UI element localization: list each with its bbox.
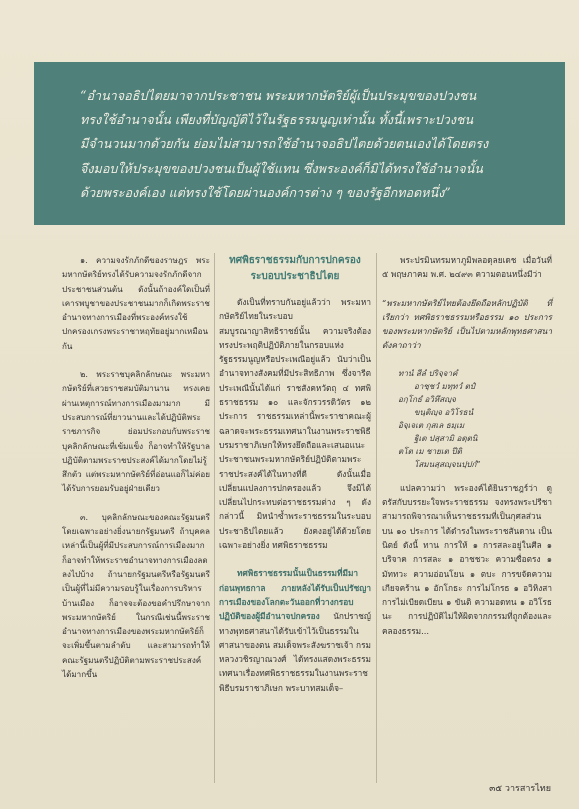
quote-line-4: จึงมอบให้ประมุขของปวงชนเป็นผู้ใช้แทน ซึ่งพระองค์ก็มิได้ทรงใช้อำนาจนั้น — [80, 160, 483, 176]
poem-intro: “พระมหากษัตริย์ไทยต้องยึดถือหลักปฏิบัติ ที่เรียกว่า ทศพิธราชธรรมหรือธรรม ๑๐ ประการ ของพระมหากษัตริย์ เป็นไปตามหลักพุทธศาสนา ดังคาถาว่า — [382, 297, 552, 351]
right-para-2: แปลความว่า พระองค์ได้ยินราชฎร์ว่า ดูตรัสกับบรรยะใจพระราชธรรม จงทรงพระปรีชาสามารถพิจารณาเห็นราชธรรมที่เป็นกุศลส่วนบน ๑๐ ประการ ได้ดำรงในพระราชสันดาน เป็นนิตย์ ดังนี้ ทาน การให้ ๑ การสละอยู่ในศีล ๑ บริจาค การสละ ๑ อาชชวะ ความซื่อตรง ๑ มัททวะ ความอ่อนโยน ๑ ตบะ การขจัดความเกียจคร้าน ๑ อักโกธะ การไม่โกรธ ๑ อวิหิงสา การไม่เบียดเบียน ๑ ขันติ ความอดทน ๑ อวิโรธนะ การปฏิบัติไม่ให้ผิดจากกรรมที่ถูกต้องและคลองธรรม... — [382, 482, 552, 636]
verse-line-1: ทานํ สีลํ ปริจฺจาคํ — [398, 367, 458, 378]
mid-para-2 — [219, 566, 371, 695]
verse-line-3: อกฺโกธํ อวิหึสญฺจ — [398, 393, 456, 404]
column-divider-1 — [214, 253, 215, 783]
verse-line-4: ขนฺติญฺจ อวิโรธนํ — [414, 406, 474, 417]
verse-line-2: อาชฺชวํ มทฺทวํ ตปํ — [414, 380, 476, 391]
verse-line-7: ตโต เม ชายเต ปีติ — [398, 445, 462, 456]
left-para-1: ๑. ความจงรักภักดีของราษฎร พระมหากษัตริย์ทรงได้รับความจงรักภักดีจากประชาชนส่วนต้น ดังนั้นถ้าองค์ใดเป็นที่เคารพบูชาของประชาชนมากก็เกิดพระราชอำนาจทางการเมืองที่พระองค์ทรงใช้ปกครองเกรงพระราชาหฤทัยอยู่มากเหมือนกัน — [62, 255, 210, 351]
quote-line-5: ด้วยพระองค์เอง แต่ทรงใช้โดยผ่านองค์การต่าง ๆ ของรัฐอีกทอดหนึ่ง” — [80, 184, 451, 200]
left-para-2: ๒. พระราชบุคลิกลักษณะ พระมหากษัตริย์ที่เสวยราชสมบัติมานาน ทรงเคยผ่านเหตุการณ์ทางการเมืองมามาก มีประสบการณ์ที่ยาวนานและได้ปฏิบัติพระราชภารกิจ ย่อมประกอบกับพระราชบุคลิกลักษณะที่เข้มแข็ง ก็อาจทำให้รัฐบาลปฏิบัติตามพระราชประสงค์ได้มากโดยไม่รู้สึกตัว แต่พระมหากษัตริย์ที่อ่อนแอก็ไม่ค่อยได้รับการยอมรับอยู่ฝ่ายเดียว — [62, 369, 210, 494]
left-column — [62, 253, 210, 695]
mid-para-1: ดังเป็นที่ทราบกันอยู่แล้วว่า พระมหากษัตริย์ไทยในระบอบสมบูรณาญาสิทธิราชย์นั้น ความจริงต้องทรงประพฤติปฏิบัติภายในกรอบแห่งรัฐธรรมนูญหรือประเพณีอยู่แล้ว นับว่าเป็นอำนาจทางสังคมที่มีประสิทธิภาพ ซึ่งจารีตประเพณีนั้นได้แก่ ราชสังคหวัตถุ ๔ ทศพิธราชธรรม ๑๐ และจักรวรรดิวัตร ๑๒ ประการ ราชธรรมเหล่านี้พระราชาคณะผู้ฉลาดจะพระธรรมเทศนาในงานพระราชพิธีบรมราชาภิเษกให้ทรงยึดถือและเสนอแนะประชาชนพระมหากษัตริย์ปฏิบัติตามพระราชประสงค์ได้ในทางที่ดี ดังนั้นเมื่อเปลี่ยนแปลงการปกครองแล้ว จึงมิได้เปลี่ยนไปกระทบต่อราชธรรมต่าง ๆ ดังกล่าวนี้ มิหนำซ้ำพระราชธรรมในระบอบประชาธิปไตยแล้ว ยังคงอยู่ได้ด้วยโดยเฉพาะอย่างยิ่ง ทศพิธราชธรรม — [219, 297, 371, 551]
right-column — [382, 253, 552, 652]
right-para-1: พระปรมินทรมหาภูมิพลอดุลยเดช เมื่อวันที่ ๕ พฤษภาคม พ.ศ. ๒๔๙๓ ความตอนหนึ่งมีว่า — [382, 255, 552, 280]
left-para-3: ๓. บุคลิกลักษณะของคณะรัฐมนตรีโดยเฉพาะอย่างยิ่งนายกรัฐมนตรี ถ้าบุคคลเหล่านี้เป็นผู้ที่มีประสบการณ์การเมืองมาก ก็อาจทำให้พระราชอำนาจทางการเมืองลดลงไปบ้าง ถ้านายกรัฐมนตรีหรือรัฐมนตรีเป็นผู้ที่ไม่มีความรอบรู้ในเรื่องการบริหารบ้านเมือง ก็อาจจะต้องขอคำปรึกษาจากพระมหากษัตริย์ ในกรณีเช่นนี้พระราชอำนาจทางการเมืองของพระมหากษัตริย์ก็จะเพิ่มขึ้นตามลำดับ และสามารถทำให้คณะรัฐมนตรีปฏิบัติตามพระราชประสงค์ได้มากขึ้น — [62, 511, 210, 680]
quote-line-1: “อำนาจอธิปไตยมาจากประชาชน พระมหากษัตริย์ผู้เป็นประมุขของปวงชน — [80, 88, 477, 103]
middle-column — [219, 253, 371, 709]
page-footer: ๓๕ วารสารไทย — [489, 784, 551, 794]
mid-emphasis: ทศพิธราชธรรมนั้นเป็นธรรมที่มีมาก่อนพุทธกาล ภายหลังได้รับเป็นปรัชญาการเมืองของโลกตะวันออกที่วางกรอบปฏิบัติของผู้มีอำนาจปกครอง — [219, 568, 371, 622]
mid-para-2-text: นักปราชญ์ทางพุทธศาสนาได้รับเข้าไว้เป็นธรรมในศาสนาของตน สมเด็จพระสังฆราชเจ้า กรมหลวงวชิรญาณวงศ์ ได้ทรงแสดงพระธรรมเทศนาเรื่องทศพิธราชธรรมในงานพระราชพิธีบรมราชาภิเษก พระบาทสมเด็จ– — [219, 611, 371, 693]
quote-line-2: ทรงใช้อำนาจนั้น เพียงที่บัญญัติไว้ในรัฐธรรมนูญเท่านั้น ทั้งนี้เพราะปวงชน — [80, 112, 474, 128]
verse-line-5: อิจฺเจเต กุสเล ธมฺเม — [398, 419, 465, 430]
verse-line-6: ฐิเต ปสฺสามิ อตฺตนิ — [414, 432, 478, 443]
quote-line-3: มีจำนวนมากด้วยกัน ย่อมไม่สามารถใช้อำนาจอธิปไตยด้วยตนเองได้โดยตรง — [80, 136, 489, 152]
pull-quote-box — [34, 62, 565, 225]
column-divider-2 — [376, 253, 377, 783]
pali-verse — [398, 367, 552, 471]
section-heading: ทศพิธราชธรรมกับการปกครอง ระบอบประชาธิปไตย — [229, 255, 361, 282]
verse-line-8: โสมนสฺสญฺจนปฺปกํ” — [414, 458, 481, 469]
